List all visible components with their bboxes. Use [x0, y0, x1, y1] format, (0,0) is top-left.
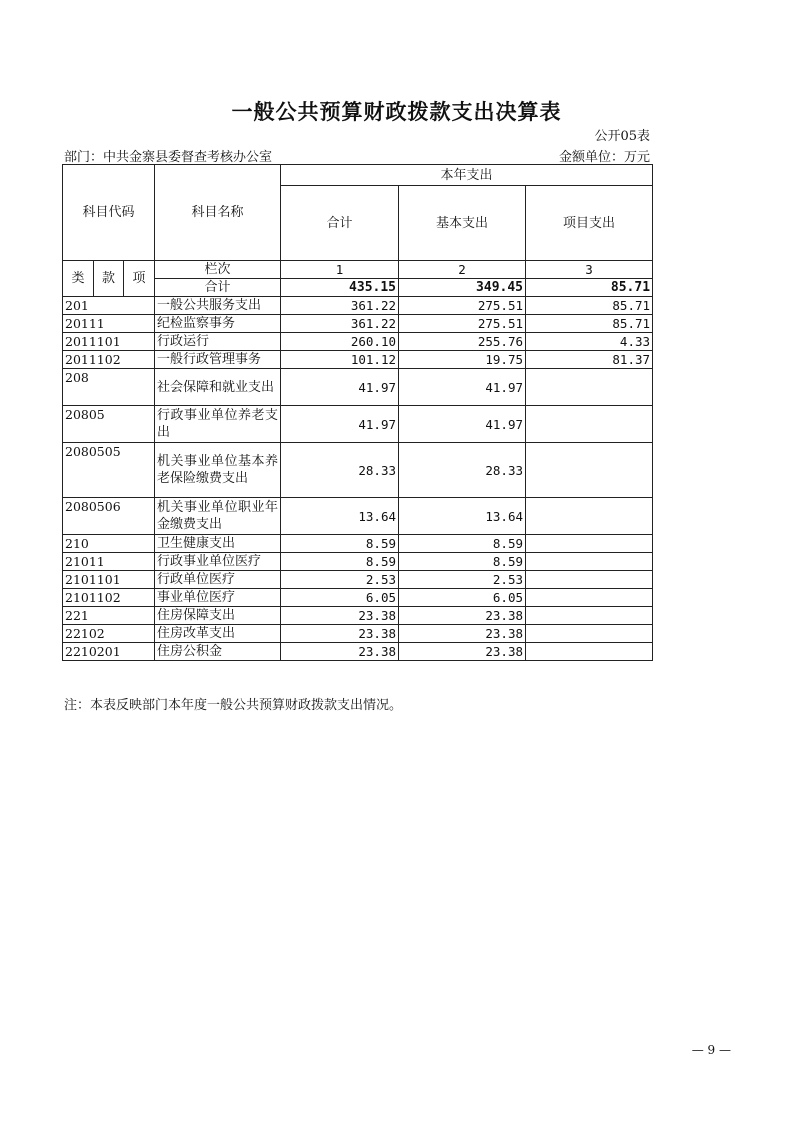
form-number: 公开05表 — [594, 129, 650, 144]
row-project — [526, 498, 653, 535]
row-project — [526, 643, 653, 661]
row-total: 8.59 — [281, 535, 399, 553]
row-basic: 19.75 — [399, 351, 526, 369]
row-total: 260.10 — [281, 333, 399, 351]
row-name: 一般公共服务支出 — [155, 297, 281, 315]
header-code: 科目代码 — [63, 165, 155, 261]
row-code: 2080506 — [63, 498, 155, 535]
row-name: 行政单位医疗 — [155, 571, 281, 589]
page-number: — 9 — — [691, 1043, 731, 1057]
row-total: 361.22 — [281, 297, 399, 315]
row-code: 22102 — [63, 625, 155, 643]
row-total: 28.33 — [281, 443, 399, 498]
row-project: 85.71 — [526, 297, 653, 315]
row-basic: 8.59 — [399, 535, 526, 553]
row-total: 8.59 — [281, 553, 399, 571]
row-name: 住房改革支出 — [155, 625, 281, 643]
row-project — [526, 607, 653, 625]
header-total: 合计 — [281, 186, 399, 261]
row-code: 20805 — [63, 406, 155, 443]
row-basic: 6.05 — [399, 589, 526, 607]
table-row — [63, 443, 653, 498]
table-row — [63, 553, 653, 571]
row-basic: 28.33 — [399, 443, 526, 498]
table-row — [63, 535, 653, 553]
row-total: 6.05 — [281, 589, 399, 607]
amount-unit-label: 金额单位：万元 — [558, 150, 650, 165]
row-name: 机关事业单位职业年金缴费支出 — [155, 498, 281, 535]
row-project — [526, 406, 653, 443]
header-current-year: 本年支出 — [281, 165, 653, 186]
row-project: 4.33 — [526, 333, 653, 351]
row-total: 13.64 — [281, 498, 399, 535]
row-total: 23.38 — [281, 607, 399, 625]
row-code: 2080505 — [63, 443, 155, 498]
column-no-label: 栏次 — [155, 261, 281, 279]
row-basic: 8.59 — [399, 553, 526, 571]
row-project — [526, 369, 653, 406]
row-name: 纪检监察事务 — [155, 315, 281, 333]
table-row — [63, 625, 653, 643]
column-no-3: 3 — [526, 261, 653, 279]
row-name: 社会保障和就业支出 — [155, 369, 281, 406]
table-row — [63, 351, 653, 369]
row-project — [526, 625, 653, 643]
row-total: 101.12 — [281, 351, 399, 369]
row-total: 23.38 — [281, 643, 399, 661]
row-code: 2210201 — [63, 643, 155, 661]
row-code: 201 — [63, 297, 155, 315]
row-total: 41.97 — [281, 406, 399, 443]
table-row — [63, 333, 653, 351]
row-total: 41.97 — [281, 369, 399, 406]
row-code: 208 — [63, 369, 155, 406]
header-basic: 基本支出 — [399, 186, 526, 261]
row-project — [526, 571, 653, 589]
department-label: 部门：中共金寨县委督查考核办公室 — [64, 150, 273, 165]
row-name: 住房公积金 — [155, 643, 281, 661]
table-row — [63, 315, 653, 333]
row-project: 81.37 — [526, 351, 653, 369]
row-name: 一般行政管理事务 — [155, 351, 281, 369]
table-row — [63, 369, 653, 406]
table-row — [63, 406, 653, 443]
total-row-basic: 349.45 — [399, 279, 526, 297]
row-basic: 23.38 — [399, 643, 526, 661]
row-total: 23.38 — [281, 625, 399, 643]
header-xiang: 项 — [124, 261, 155, 297]
row-basic: 275.51 — [399, 315, 526, 333]
row-project: 85.71 — [526, 315, 653, 333]
row-project — [526, 535, 653, 553]
row-project — [526, 443, 653, 498]
table-row — [63, 571, 653, 589]
row-code: 2011102 — [63, 351, 155, 369]
expenditure-table — [62, 164, 653, 661]
row-total: 2.53 — [281, 571, 399, 589]
row-name: 行政运行 — [155, 333, 281, 351]
header-project: 项目支出 — [526, 186, 653, 261]
row-code: 221 — [63, 607, 155, 625]
row-name: 事业单位医疗 — [155, 589, 281, 607]
row-code: 2101101 — [63, 571, 155, 589]
column-no-1: 1 — [281, 261, 399, 279]
row-name: 卫生健康支出 — [155, 535, 281, 553]
row-basic: 23.38 — [399, 625, 526, 643]
row-basic: 2.53 — [399, 571, 526, 589]
total-row-total: 435.15 — [281, 279, 399, 297]
footnote: 注：本表反映部门本年度一般公共预算财政拨款支出情况。 — [64, 698, 403, 713]
row-project — [526, 589, 653, 607]
column-no-2: 2 — [399, 261, 526, 279]
row-code: 20111 — [63, 315, 155, 333]
table-row — [63, 643, 653, 661]
row-name: 行政事业单位医疗 — [155, 553, 281, 571]
row-project — [526, 553, 653, 571]
row-code: 210 — [63, 535, 155, 553]
header-name: 科目名称 — [155, 165, 281, 261]
row-total: 361.22 — [281, 315, 399, 333]
row-basic: 41.97 — [399, 369, 526, 406]
header-kuan: 款 — [94, 261, 124, 297]
row-basic: 275.51 — [399, 297, 526, 315]
row-name: 行政事业单位养老支出 — [155, 406, 281, 443]
header-lei: 类 — [63, 261, 94, 297]
row-basic: 23.38 — [399, 607, 526, 625]
row-basic: 41.97 — [399, 406, 526, 443]
table-row — [63, 607, 653, 625]
row-code: 2101102 — [63, 589, 155, 607]
row-code: 2011101 — [63, 333, 155, 351]
total-row-label: 合计 — [155, 279, 281, 297]
row-name: 机关事业单位基本养老保险缴费支出 — [155, 443, 281, 498]
table-row — [63, 589, 653, 607]
total-row-project: 85.71 — [526, 279, 653, 297]
row-name: 住房保障支出 — [155, 607, 281, 625]
table-row — [63, 498, 653, 535]
row-code: 21011 — [63, 553, 155, 571]
row-basic: 255.76 — [399, 333, 526, 351]
table-row — [63, 297, 653, 315]
page-title: 一般公共预算财政拨款支出决算表 — [231, 100, 562, 124]
row-basic: 13.64 — [399, 498, 526, 535]
